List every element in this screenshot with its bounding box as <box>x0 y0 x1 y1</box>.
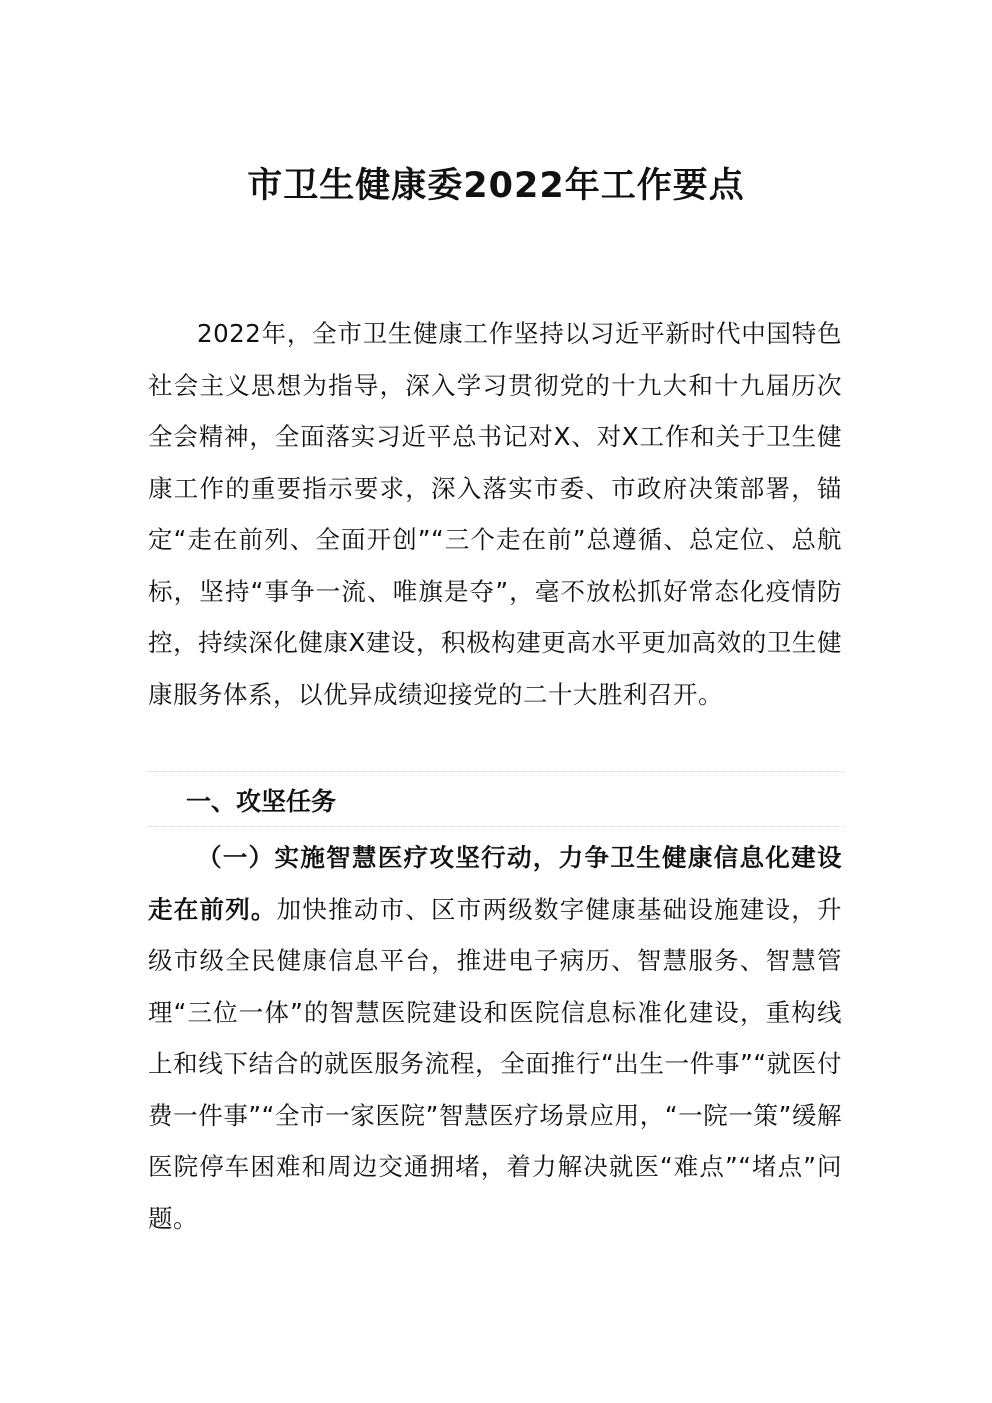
section-heading: 一、攻坚任务 <box>186 787 337 816</box>
item-body: 加快推动市、区市两级数字健康基础设施建设，升级市级全民健康信息平台，推进电子病历、智慧服务、智慧管理“三位一体”的智慧医院建设和医院信息标准化建设，重构线上和线下结合的就医服务流程，全面推行“出生一件事”“就医付费一件事”“全市一家医院”智慧医疗场景应用，“一院一策”缓解医院停车困难和周边交通拥堵，着力解决就医“难点”“堵点”问题。 <box>148 894 843 1233</box>
divider <box>148 826 844 827</box>
item-heading: （一）实施智慧医疗攻坚行动，力争卫生健康信息化建设走在前列。 <box>148 843 842 924</box>
item-paragraph <box>148 832 842 1244</box>
document-title: 市卫生健康委2022年工作要点 <box>247 166 745 206</box>
divider <box>148 771 844 772</box>
intro-paragraph: 2022年，全市卫生健康工作坚持以习近平新时代中国特色社会主义思想为指导，深入学习贯彻党的十九大和十九届历次全会精神，全面落实习近平总书记对X、对X工作和关于卫生健康工作的重要指示要求，深入落实市委、市政府决策部署，锚定“走在前列、全面开创”“三个走在前”总遵循、总定位、总航标，坚持“事争一流、唯旗是夺”，毫不放松抓好常态化疫情防控，持续深化健康X建设，积极构建更高水平更加高效的卫生健康服务体系，以优异成绩迎接党的二十大胜利召开。 <box>148 319 842 709</box>
